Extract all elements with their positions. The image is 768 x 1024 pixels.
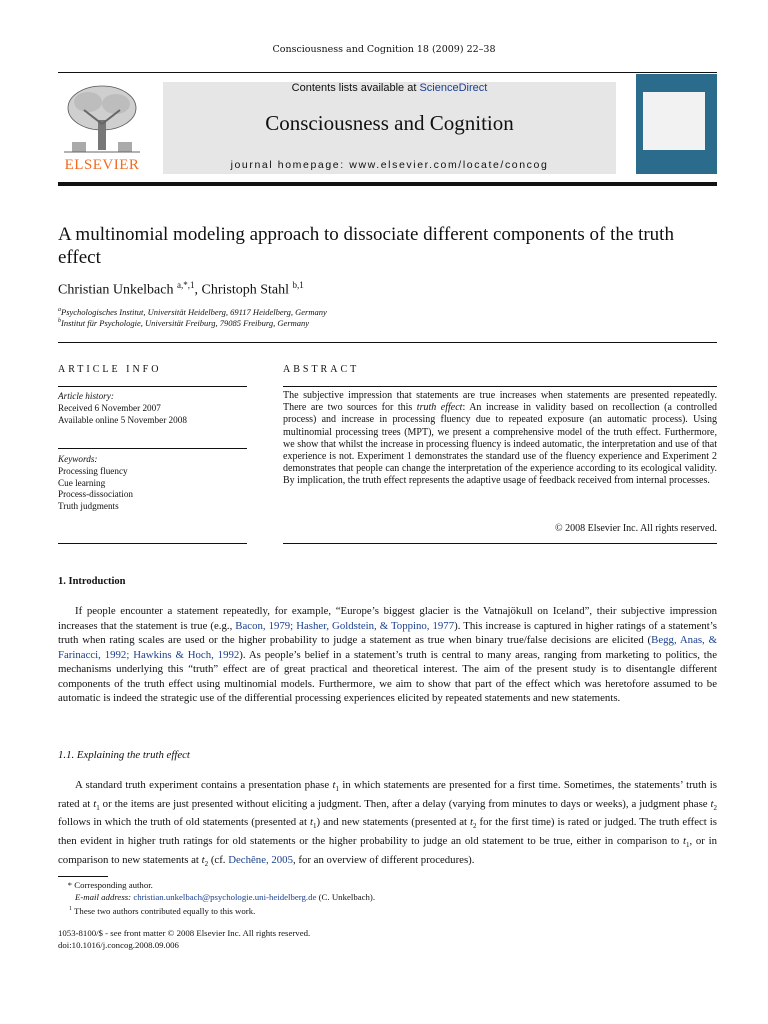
doi-line[interactable]: doi:10.1016/j.concog.2008.09.006: [58, 940, 179, 950]
header-top-rule: [58, 72, 717, 73]
section-divider: [58, 342, 717, 343]
citation-link[interactable]: Begg, Anas, & Farinacci, 1992; Hawkins & Hoch, 1992: [58, 634, 717, 661]
author-line: [58, 280, 304, 299]
footnote-equal-contribution: [58, 903, 255, 917]
math-t: t: [93, 797, 97, 810]
author-superscript: a,*,1: [176, 280, 195, 290]
affiliation-marker: a: [58, 307, 61, 314]
keyword-item: Truth judgments: [58, 501, 119, 512]
intro-paragraph-2: [58, 778, 717, 871]
math-sub: 2: [713, 803, 717, 812]
affiliation-text: Institut für Psychologie, Universität Freiburg, 79085 Freiburg, Germany: [61, 318, 310, 328]
abstract-copyright: © 2008 Elsevier Inc. All rights reserved.: [554, 523, 717, 534]
footnote-marker: 1: [69, 906, 72, 912]
publisher-wordmark: ELSEVIER: [64, 157, 140, 173]
sciencedirect-link[interactable]: ScienceDirect: [419, 82, 488, 94]
abstract-part: : An increase in validity based on recollection (a controlled process) and increase in processing fluency due to repeated exposure (an automatic process). Using multinomial processing trees (MPT), we present a comprehensive model of the truth effect. Furthermore, we show that whilst the increase in processing fluency is indeed automatic, the interpretation and use of that experience is not. Experiment 1 demonstrates the standard use of the fluency experience and Experiment 2 demonstrates that people can change the interpretation of the experience according to its ecological validity. By implication, the truth effect represents the adaptive usage of feedback received from internal processes.: [283, 402, 718, 487]
text-run: , or in comparison to new statements at: [58, 834, 717, 866]
history-label: Article history:: [58, 391, 114, 401]
affiliation-a: [58, 307, 327, 317]
author-name[interactable]: Christoph Stahl: [201, 282, 289, 298]
citation-link[interactable]: Bacon, 1979; Hasher, Goldstein, & Toppino, 1977: [235, 619, 455, 632]
text-run: If people encounter a statement repeatedly, for example, “Europe’s biggest glacier is the Vatnajökull on Iceland”, their subjective impression increases that the statement is true (e.g.,: [58, 605, 717, 632]
abstract-rule: [283, 386, 717, 387]
text-run: (cf.: [208, 853, 229, 866]
contents-prefix: Contents lists available at: [291, 82, 420, 94]
math-sub: 2: [473, 822, 477, 831]
footnote-rule: [58, 876, 108, 877]
text-run: follows in which the truth of old statements (presented at: [58, 816, 310, 829]
text-run: in which statements are presented for a first time. Sometimes, the statements’ truth is rated at: [58, 779, 718, 810]
footnote-marker: *: [67, 880, 72, 890]
keywords-label: Keywords:: [58, 454, 98, 464]
header-bottom-rule: [58, 182, 717, 186]
author-superscript: b,1: [292, 280, 304, 290]
affiliation-b: [58, 318, 309, 328]
email-link[interactable]: christian.unkelbach@psychologie.uni-heidelberg.de: [133, 892, 317, 902]
text-run: for the first time) is rated or judged. The truth effect is then evident in higher truth ratings for old statements or the higher probability to judge an old statement to be true, either in comparison to: [58, 816, 718, 847]
intro-paragraph-1: [58, 604, 717, 706]
introduction-heading: 1. Introduction: [58, 576, 126, 587]
text-run: A standard truth experiment contains a presentation phase: [75, 779, 333, 791]
math-sub: 1: [96, 803, 100, 812]
math-t: t: [201, 853, 205, 866]
available-date: Available online 5 November 2008: [58, 414, 187, 425]
info-rule: [58, 386, 247, 387]
text-run: ). As people’s belief in a statement’s truth is central to many areas, ranging from marketing to politics, the mechanisms underlying this “truth” effect are of great practical and theoretical interest. The aim of the present study is to disentangle different components of the truth effect using multinomial models. Furthermore, we aim to show that part of the effect which was heretofore assumed to be automatic is indeed the strategic use of the differential processing experiences elicited by repeated statements and new statements.: [58, 648, 717, 704]
contents-line: [163, 82, 616, 94]
math-t: t: [309, 816, 313, 829]
footnote-email: [75, 891, 375, 903]
text-run: ). This increase is captured in higher ratings of a statement’s truth when rating scales are used or the higher probability to judge a statement as true when binary true/false decisions are elicited (: [58, 619, 717, 646]
math-sub: 1: [312, 822, 317, 831]
article-history: [58, 391, 248, 426]
journal-homepage[interactable]: journal homepage: www.elsevier.com/locate/concog: [230, 159, 549, 171]
affiliation-text: Psychologisches Institut, Universität Heidelberg, 69117 Heidelberg, Germany: [61, 307, 327, 317]
abstract-rule: [283, 543, 717, 544]
author-separator: ,: [194, 282, 202, 298]
article-title: A multinomial modeling approach to dissociate different components of the truth effect: [58, 224, 674, 268]
journal-citation: Consciousness and Cognition 18 (2009) 22–38: [272, 44, 496, 55]
info-rule: [58, 543, 247, 544]
math-sub: 1: [686, 841, 690, 850]
abstract-heading: ABSTRACT: [283, 364, 360, 375]
journal-cover-label: [643, 92, 705, 150]
author-name[interactable]: Christian Unkelbach: [58, 282, 174, 298]
footnote-corresponding: [58, 879, 153, 891]
text-run: or the items are just presented without eliciting a judgment. Then, after a delay (varying from minutes to days or weeks), a judgment phase: [99, 797, 711, 810]
footnote-text: These two authors contributed equally to this work.: [74, 905, 256, 916]
article-info-heading: ARTICLE INFO: [58, 364, 162, 375]
affiliation-marker: b: [58, 318, 61, 325]
math-t: t: [710, 797, 714, 810]
journal-name: Consciousness and Cognition: [265, 111, 514, 135]
citation-link[interactable]: Dechêne, 2005: [228, 853, 293, 866]
info-rule: [58, 448, 247, 449]
math-t: t: [332, 779, 336, 791]
text-run: ) and new statements (presented at: [316, 816, 471, 829]
keyword-item: Cue learning: [58, 477, 106, 488]
keyword-item: Processing fluency: [58, 465, 128, 476]
abstract-text: [283, 390, 717, 488]
math-t: t: [470, 816, 474, 829]
email-suffix: (C. Unkelbach).: [316, 892, 376, 902]
abstract-part: The subjective impression that statements are true increases when statements are presented repeatedly. There are two sources for this: [283, 390, 717, 414]
subsection-heading: 1.1. Explaining the truth effect: [58, 749, 190, 761]
received-date: Received 6 November 2007: [58, 402, 161, 413]
footnote-text: Corresponding author.: [74, 880, 153, 890]
keyword-item: Process-dissociation: [58, 489, 134, 500]
issn-line: 1053-8100/$ - see front matter © 2008 Elsevier Inc. All rights reserved.: [58, 928, 311, 938]
email-label: E-mail address:: [75, 892, 134, 902]
keywords-block: [58, 454, 248, 513]
math-sub: 2: [204, 859, 209, 868]
text-run: , for an overview of different procedures).: [292, 853, 475, 866]
math-sub: 1: [335, 785, 339, 794]
abstract-emphasis: truth effect: [416, 402, 463, 414]
math-t: t: [683, 834, 687, 847]
